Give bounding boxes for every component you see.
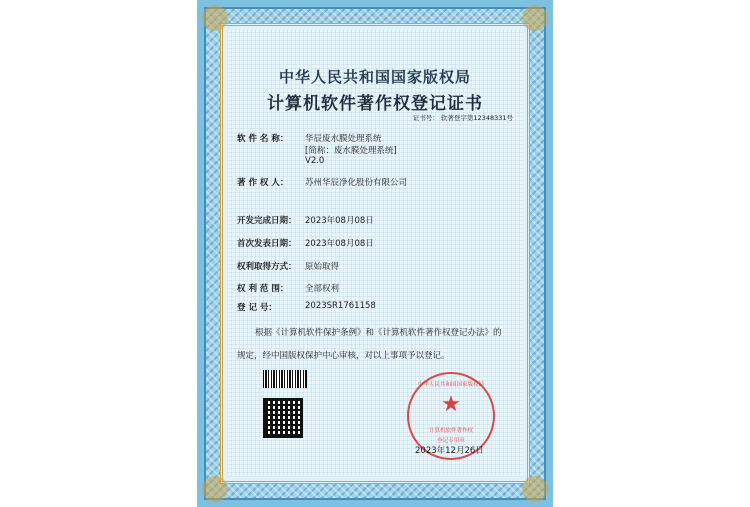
rights-scope-value: 全部权利: [305, 284, 340, 294]
acquisition-method-value: 原始取得: [305, 262, 340, 272]
barcode-icon: [263, 370, 307, 388]
completion-date-label: 开发完成日期：: [237, 216, 297, 226]
first-publication-date-value: 2023年08月08日: [305, 239, 374, 249]
software-name-label: 软 件 名 称：: [237, 134, 289, 144]
registration-number-label: 登 记 号：: [237, 303, 277, 313]
statement-line-2: 规定，经中国版权保护中心审核，对以上事项予以登记。: [237, 351, 450, 361]
rights-scope-label: 权 利 范 围：: [237, 284, 289, 294]
acquisition-method-label: 权利取得方式：: [237, 262, 297, 272]
seal-top-text: 中华人民共和国国家版权局: [417, 382, 484, 388]
software-version: V2.0: [305, 156, 325, 166]
issue-date: 2023年12月26日: [415, 446, 484, 456]
software-short-name: [简称：废水膜处理系统]: [305, 146, 397, 156]
software-name-value: 华辰废水膜处理系统: [305, 134, 382, 144]
issuing-authority: 中华人民共和国国家版权局: [278, 68, 471, 86]
copyright-owner-label: 著 作 权 人：: [237, 178, 289, 188]
first-publication-date-label: 首次发表日期：: [237, 239, 297, 249]
copyright-owner-value: 苏州华辰净化股份有限公司: [305, 178, 408, 188]
seal-bottom-text-1: 计算机软件著作权: [428, 428, 473, 434]
statement-line-1: 根据《计算机软件保护条例》和《计算机软件著作权登记办法》的: [255, 328, 502, 338]
corner-ornament-icon: [522, 5, 548, 31]
certificate: [197, 0, 553, 507]
corner-ornament-icon: [202, 5, 228, 31]
certificate-number: 证书号： 软著登字第12348331号: [412, 114, 513, 122]
qr-code-icon: [263, 398, 303, 438]
seal-bottom-text-2: 登记专用章: [437, 438, 465, 444]
certificate-title: 计算机软件著作权登记证书: [267, 94, 483, 114]
completion-date-value: 2023年08月08日: [305, 216, 374, 226]
registration-number-value: 2023SR1761158: [305, 301, 376, 311]
star-icon: ★: [441, 392, 461, 417]
corner-ornament-icon: [522, 476, 548, 502]
corner-ornament-icon: [202, 476, 228, 502]
